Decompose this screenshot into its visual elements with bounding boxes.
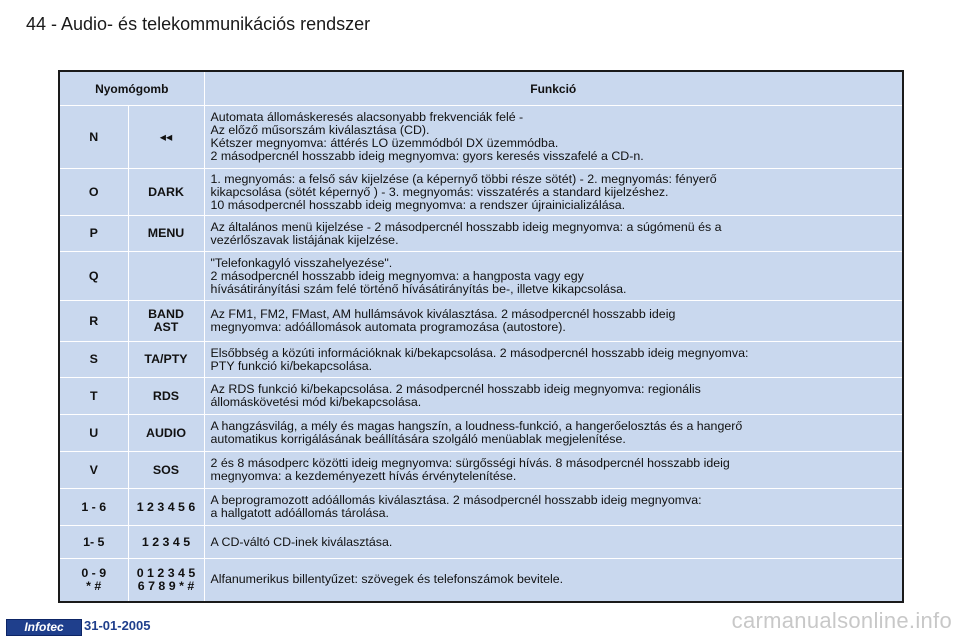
row-key: 0 - 9 * # xyxy=(59,559,128,602)
button-label-line: DARK xyxy=(148,184,184,199)
row-key: 1 - 6 xyxy=(59,489,128,526)
row-key: P xyxy=(59,216,128,252)
table-row xyxy=(59,378,903,415)
row-function xyxy=(204,526,903,559)
button-label-line: 0 1 2 3 4 5 xyxy=(136,565,196,580)
row-key: U xyxy=(59,415,128,452)
function-text-line: Automata állomáskeresés alacsonyabb frekvenciák felé - xyxy=(210,110,524,124)
table-row xyxy=(59,559,903,602)
function-text-line: hívásátirányítási szám felé történő hívásátirányítás be-, illetve kikapcsolása. xyxy=(210,281,627,296)
row-function xyxy=(204,342,903,378)
row-button-label xyxy=(128,106,204,169)
row-key: V xyxy=(59,452,128,489)
row-button-label xyxy=(128,452,204,489)
function-text-line: állomáskövetési mód ki/bekapcsolása. xyxy=(210,395,422,409)
button-label-line: 6 7 8 9 * # xyxy=(137,578,195,593)
function-text-line: 2 másodpercnél hosszabb ideig megnyomva: a hangposta vagy egy xyxy=(210,268,584,283)
column-header-button: Nyomógomb xyxy=(59,71,204,106)
table-row xyxy=(59,106,903,169)
function-text-line: A beprogramozott adóállomás kiválasztása. 2 másodpercnél hosszabb ideig megnyomva: xyxy=(210,493,702,507)
row-function xyxy=(204,301,903,342)
function-text-line: "Telefonkagyló visszahelyezése". xyxy=(210,255,393,270)
button-label-line: 1 2 3 4 5 xyxy=(141,534,191,549)
table-row xyxy=(59,452,903,489)
table-row xyxy=(59,526,903,559)
button-label-line: SOS xyxy=(152,462,180,477)
row-button-label xyxy=(128,559,204,602)
infotec-logo: Infotec xyxy=(6,619,82,636)
button-label-line: AUDIO xyxy=(146,425,186,440)
function-text-line: kikapcsolása (sötét képernyő ) - 3. megnyomás: visszatérés a standard kijelzéshez. xyxy=(210,184,669,199)
button-label-line: TA/PTY xyxy=(144,352,188,366)
function-text-line: 2 másodpercnél hosszabb ideig megnyomva: gyors keresés visszafelé a CD-n. xyxy=(210,149,644,163)
row-function xyxy=(204,106,903,169)
watermark: carmanualsonline.info xyxy=(731,608,952,633)
row-function xyxy=(204,252,903,301)
button-label-line: 1 2 3 4 5 6 xyxy=(136,499,196,514)
row-function xyxy=(204,169,903,216)
function-text-line: Az RDS funkció ki/bekapcsolása. 2 másodpercnél hosszabb ideig megnyomva: regionális xyxy=(210,382,701,396)
row-function xyxy=(204,378,903,415)
row-key: Q xyxy=(59,252,128,301)
button-label-line: BAND xyxy=(148,307,184,321)
row-button-label xyxy=(128,342,204,378)
row-button-label xyxy=(128,301,204,342)
table-row xyxy=(59,415,903,452)
row-key: S xyxy=(59,342,128,378)
row-function xyxy=(204,216,903,252)
row-key: 1- 5 xyxy=(59,526,128,559)
row-function xyxy=(204,489,903,526)
table-row xyxy=(59,216,903,252)
function-text-line: megnyomva: adóállomások automata programozása (autostore). xyxy=(210,320,566,334)
button-label-line: AST xyxy=(153,320,179,334)
function-table xyxy=(58,70,904,603)
button-label-line: ◂◂ xyxy=(159,129,173,144)
row-button-label xyxy=(128,415,204,452)
function-text-line: 10 másodpercnél hosszabb ideig megnyomva: a rendszer újrainicializálása. xyxy=(210,197,626,212)
row-button-label xyxy=(128,216,204,252)
page-title: 44 - Audio- és telekommunikációs rendszer xyxy=(26,14,371,34)
function-text-line: A hangzásvilág, a mély és magas hangszín, a loudness-funkció, a hangerőelosztás és a hangerő xyxy=(210,419,743,433)
table-row xyxy=(59,301,903,342)
column-header-function: Funkció xyxy=(204,71,903,106)
row-button-label xyxy=(128,526,204,559)
function-text-line: Az előző műsorszám kiválasztása (CD). xyxy=(210,123,430,137)
button-label-line: RDS xyxy=(152,388,180,403)
function-text-line: megnyomva: a kezdeményezett hívás érvénytelenítése. xyxy=(210,469,517,483)
row-function xyxy=(204,415,903,452)
row-function xyxy=(204,559,903,602)
function-text-line: Az FM1, FM2, FMast, AM hullámsávok kiválasztása. 2 másodpercnél hosszabb ideig xyxy=(210,307,676,321)
table-body xyxy=(59,106,903,602)
row-key: O xyxy=(59,169,128,216)
table-row xyxy=(59,169,903,216)
function-text-line: PTY funkció ki/bekapcsolása. xyxy=(210,358,373,373)
function-text-line: automatikus korrigálásának beállítására szolgáló menüablak megjelenítése. xyxy=(210,432,626,446)
function-text-line: Kétszer megnyomva: áttérés LO üzemmódból DX üzemmódba. xyxy=(210,136,559,150)
function-text-line: A CD-váltó CD-inek kiválasztása. xyxy=(210,534,393,549)
function-text-line: vezérlőszavak listájának kijelzése. xyxy=(210,232,399,247)
function-text-line: 2 és 8 másodperc közötti ideig megnyomva: sürgősségi hívás. 8 másodpercnél hosszabb ideig xyxy=(210,456,730,470)
function-text-line: Elsőbbség a közúti információknak ki/bekapcsolása. 2 másodpercnél hosszabb ideig megnyomva: xyxy=(210,345,749,360)
row-function xyxy=(204,452,903,489)
table-row xyxy=(59,342,903,378)
function-text-line: Alfanumerikus billentyűzet: szövegek és telefonszámok bevitele. xyxy=(210,572,564,587)
row-key: N xyxy=(59,106,128,169)
table-header-row xyxy=(59,71,903,106)
table-row xyxy=(59,489,903,526)
row-key: R xyxy=(59,301,128,342)
row-button-label xyxy=(128,252,204,301)
row-button-label xyxy=(128,169,204,216)
button-label-line: MENU xyxy=(147,226,185,240)
row-button-label xyxy=(128,378,204,415)
row-button-label xyxy=(128,489,204,526)
function-text-line: 1. megnyomás: a felső sáv kijelzése (a képernyő többi része sötét) - 2. megnyomás: fényerő xyxy=(210,171,717,186)
function-text-line: a hallgatott adóállomás tárolása. xyxy=(210,506,389,520)
footer-date: 31-01-2005 xyxy=(84,618,151,633)
function-text-line: Az általános menü kijelzése - 2 másodpercnél hosszabb ideig megnyomva: a súgómenü és a xyxy=(210,219,722,234)
row-key: T xyxy=(59,378,128,415)
table-row xyxy=(59,252,903,301)
